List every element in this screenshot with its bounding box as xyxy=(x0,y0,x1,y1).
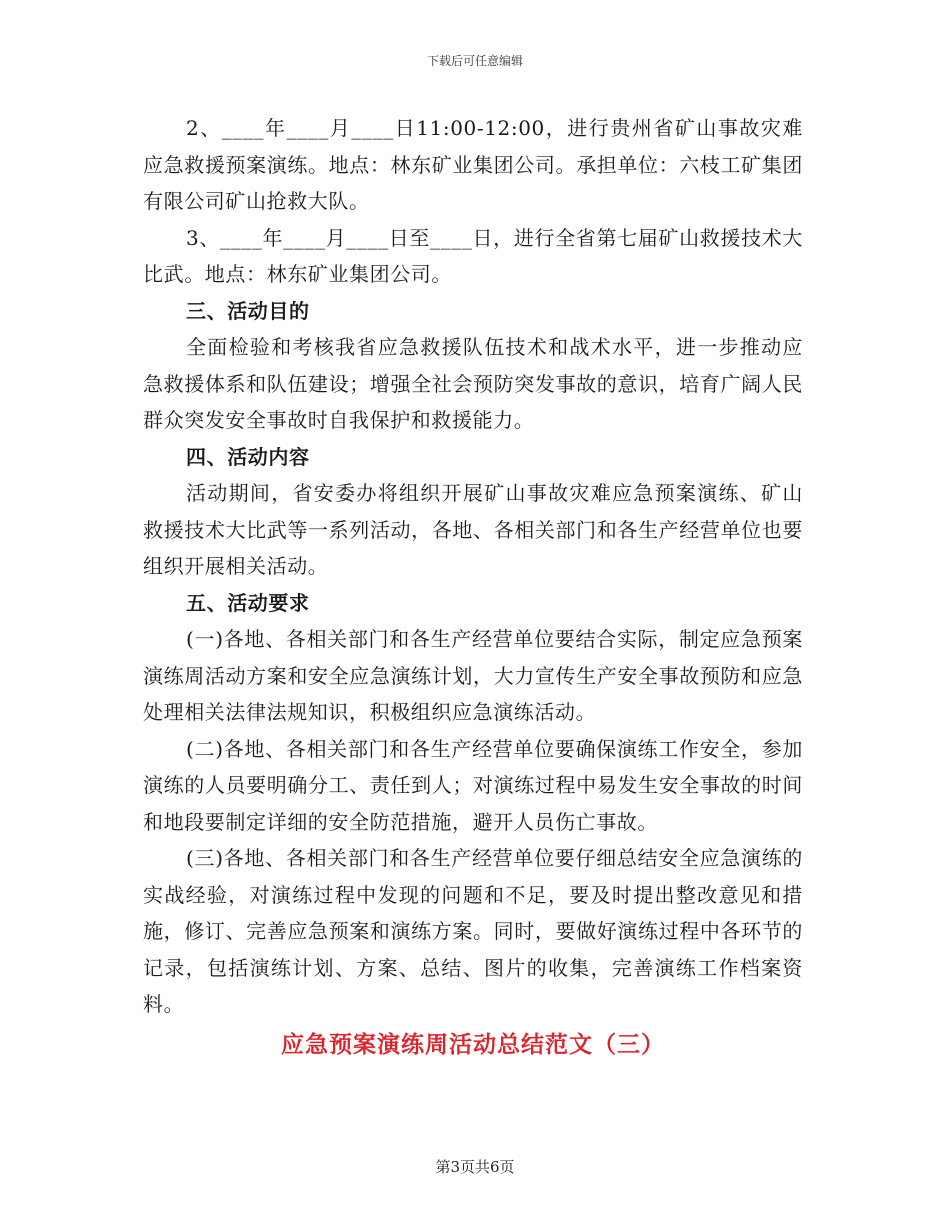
page-footer: 第3页共6页 xyxy=(435,1158,515,1176)
document-body xyxy=(143,110,803,1063)
paragraph-drill-schedule: 2、____年____月____日11:00-12:00，进行贵州省矿山事故灾难应急救援预案演练。地点：林东矿业集团公司。承担单位：六枝工矿集团有限公司矿山抢救大队。 xyxy=(143,116,803,213)
heading-activity-content: 四、活动内容 xyxy=(186,444,310,469)
heading-activity-purpose: 三、活动目的 xyxy=(186,298,310,323)
heading-activity-requirements: 五、活动要求 xyxy=(186,590,310,615)
paragraph-activity-purpose: 全面检验和考核我省应急救援队伍技术和战术水平，进一步推动应急救援体系和队伍建设；增强全社会预防突发事故的意识，培育广阔人民群众突发安全事故时自我保护和救援能力。 xyxy=(143,335,803,432)
paragraph-activity-content: 活动期间，省安委办将组织开展矿山事故灾难应急预案演练、矿山救援技术大比武等一系列活动，各地、各相关部门和各生产经营单位也要组织开展相关活动。 xyxy=(143,481,803,578)
section-title: 应急预案演练周活动总结范文（三） xyxy=(281,1030,665,1058)
paragraph-requirement-2: (二)各地、各相关部门和各生产经营单位要确保演练工作安全，参加演练的人员要明确分工、责任到人；对演练过程中易发生安全事故的时间和地段要制定详细的安全防范措施，避开人员伤亡事故。 xyxy=(143,736,803,834)
paragraph-competition-schedule: 3、____年____月____日至____日，进行全省第七届矿山救援技术大比武。地点：林东矿业集团公司。 xyxy=(143,225,803,286)
paragraph-requirement-3: (三)各地、各相关部门和各生产经营单位要仔细总结安全应急演练的实战经验，对演练过程中发现的问题和不足，要及时提出整改意见和措施，修订、完善应急预案和演练方案。同时，要做好演练过程中各环节的记录，包括演练计划、方案、总结、图片的收集，完善演练工作档案资料。 xyxy=(143,846,803,1016)
page-header: 下载后可任意编辑 xyxy=(426,54,523,68)
paragraph-requirement-1: (一)各地、各相关部门和各生产经营单位要结合实际，制定应急预案演练周活动方案和安全应急演练计划，大力宣传生产安全事故预防和应急处理相关法律法规知识，积极组织应急演练活动。 xyxy=(143,627,803,724)
